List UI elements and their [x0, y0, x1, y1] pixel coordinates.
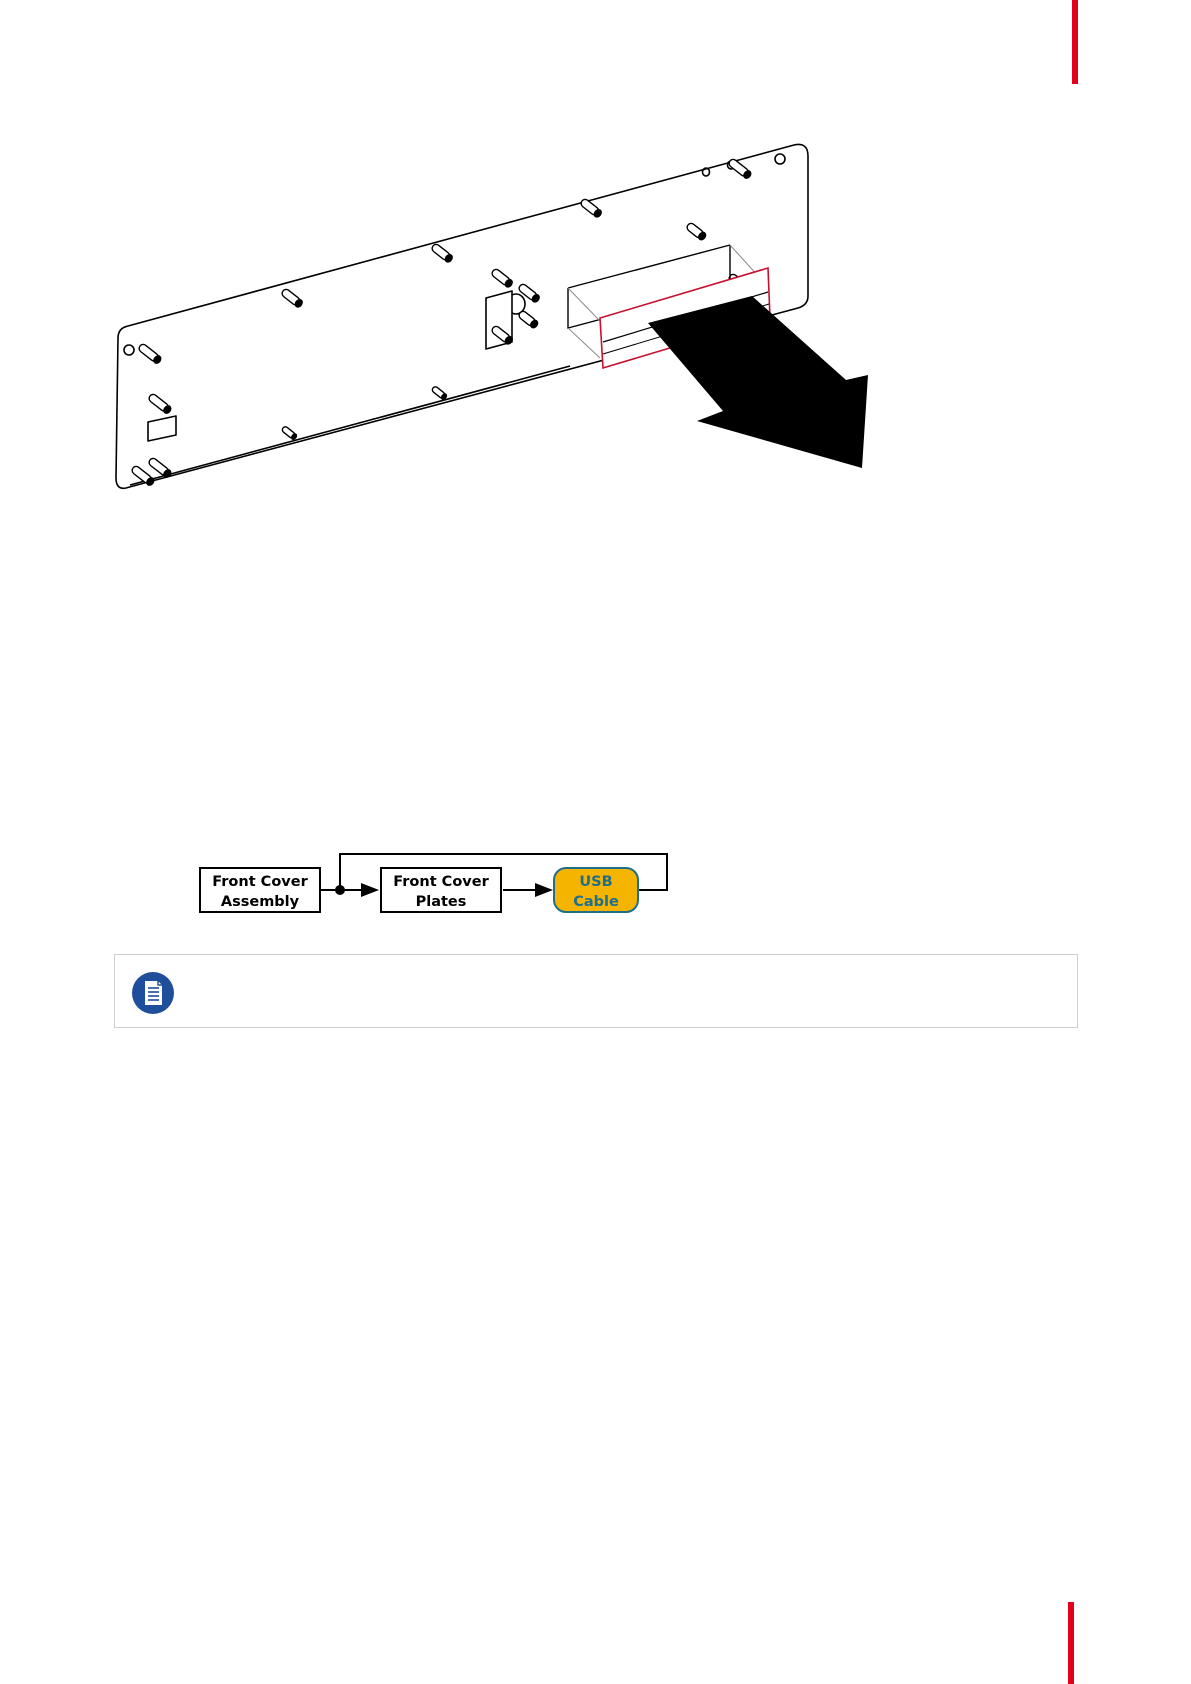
flow-box-label: Plates — [415, 894, 467, 910]
note-icon — [132, 972, 174, 1014]
arrowhead — [535, 883, 553, 897]
arrowhead — [361, 883, 379, 897]
flow-box-label: Assembly — [220, 894, 300, 910]
component-flow-diagram — [190, 838, 690, 938]
flow-box-label: Cable — [573, 894, 619, 910]
flow-box-front-cover-assembly — [200, 868, 320, 912]
page-edge-marker-bottom — [1068, 1602, 1074, 1684]
flow-box-usb-cable — [554, 868, 638, 912]
note-box — [114, 954, 1078, 1028]
flow-box-label: Front Cover — [393, 874, 489, 890]
page-edge-marker-top — [1072, 0, 1078, 84]
flow-box-front-cover-plates — [381, 868, 501, 912]
flow-box-label: Front Cover — [212, 874, 308, 890]
pull-out-arrow-icon — [648, 296, 868, 468]
flow-box-label: USB — [579, 874, 613, 890]
remove-usb-cable-illustration — [100, 128, 930, 518]
junction-dot — [335, 885, 345, 895]
